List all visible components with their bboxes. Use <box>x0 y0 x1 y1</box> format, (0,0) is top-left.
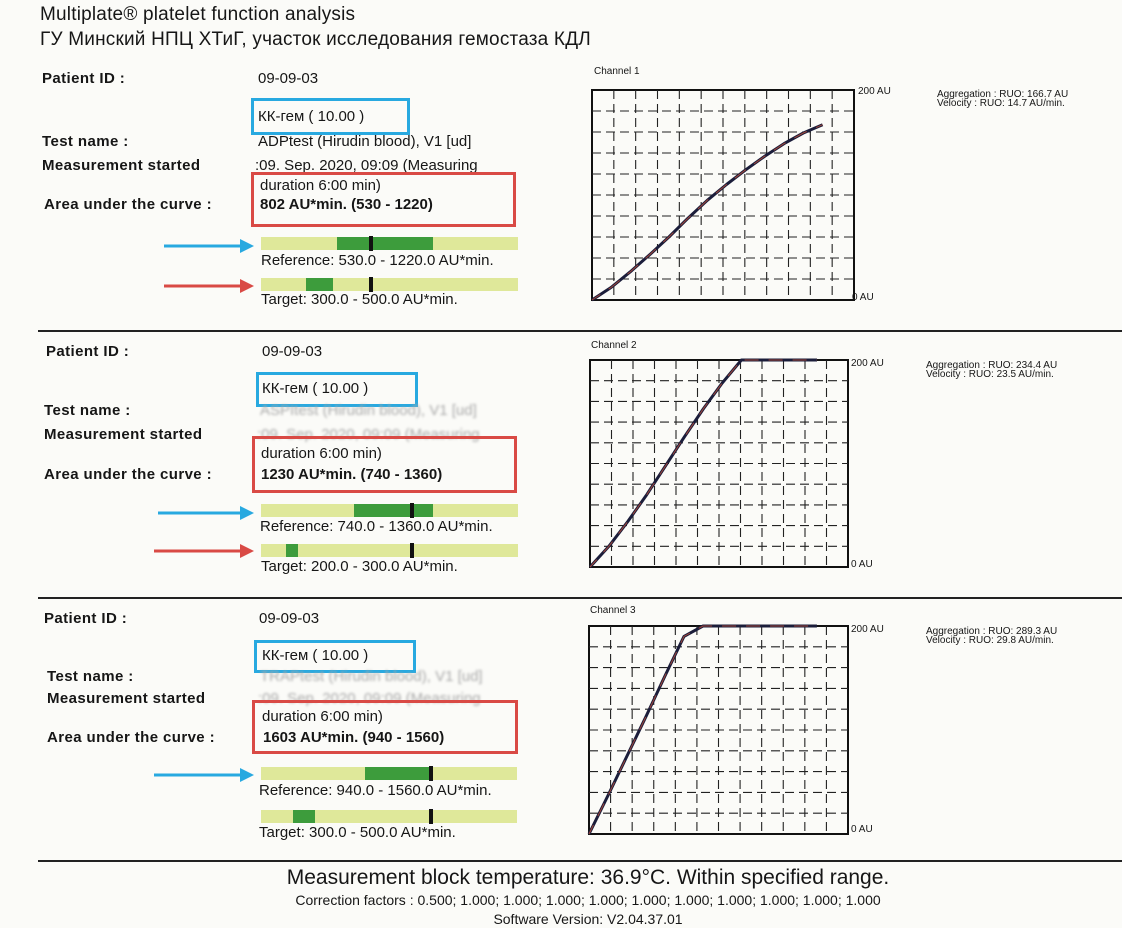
test-name-value: TRAPtest (Hirudin blood), V1 [ud] <box>260 668 483 685</box>
target-text: Target: 200.0 - 300.0 AU*min. <box>261 558 458 575</box>
result-marker <box>429 809 433 824</box>
aggregation-value: Aggregation : RUO: 289.3 AU <box>926 626 1058 637</box>
section-divider <box>38 860 1122 862</box>
software-version: Software Version: V2.04.37.01 <box>493 911 683 927</box>
section-divider <box>38 597 1122 599</box>
result-marker <box>429 766 433 781</box>
velocity-value: Velocity : RUO: 14.7 AU/min. <box>937 98 1065 109</box>
auc-value: 802 AU*min. (530 - 1220) <box>260 196 433 213</box>
measurement-duration: duration 6:00 min) <box>261 445 382 462</box>
blue-arrow-icon <box>164 238 254 254</box>
tick-min-label: 0 AU <box>851 824 873 835</box>
target-text: Target: 300.0 - 500.0 AU*min. <box>261 291 458 308</box>
test-name-label: Test name : <box>44 402 131 419</box>
measurement-started-value: :09. Sep. 2020, 09:09 (Measuring <box>258 690 481 707</box>
blue-arrow-icon <box>154 767 254 783</box>
reference-text: Reference: 740.0 - 1360.0 AU*min. <box>260 518 493 535</box>
section-divider <box>38 330 1122 332</box>
reference-text: Reference: 530.0 - 1220.0 AU*min. <box>261 252 494 269</box>
patient-id-label: Patient ID : <box>44 610 128 627</box>
reference-text: Reference: 940.0 - 1560.0 AU*min. <box>259 782 492 799</box>
sample-name: КК-гем ( 10.00 ) <box>262 380 369 397</box>
target-text: Target: 300.0 - 500.0 AU*min. <box>259 824 456 841</box>
test-name-label: Test name : <box>42 133 129 150</box>
reference-range-fill <box>365 767 431 780</box>
result-marker <box>369 236 373 251</box>
aggregation-value: Aggregation : RUO: 234.4 AU <box>926 360 1058 371</box>
tick-max-label: 200 AU <box>851 624 884 635</box>
test-name-value: ADPtest (Hirudin blood), V1 [ud] <box>258 133 472 150</box>
measurement-duration: duration 6:00 min) <box>262 708 383 725</box>
measurement-started-label: Measurement started <box>47 690 206 707</box>
aggregation-value: Aggregation : RUO: 166.7 AU <box>937 89 1069 100</box>
auc-highlight-box <box>251 172 516 227</box>
channel-title: Channel 2 <box>591 340 637 351</box>
patient-id-label: Patient ID : <box>42 70 126 87</box>
test-name-label: Test name : <box>47 668 134 685</box>
auc-value: 1603 AU*min. (940 - 1560) <box>263 729 445 746</box>
report-title: Multiplate® platelet function analysis <box>40 4 356 25</box>
target-range-fill <box>286 544 298 557</box>
reference-range-bar <box>261 504 518 517</box>
report-subtitle: ГУ Минский НПЦ ХТиГ, участок исследования гемостаза КДЛ <box>40 29 591 50</box>
aggregation-chart <box>590 360 848 567</box>
reference-range-bar <box>261 767 517 780</box>
blue-arrow-icon <box>158 505 254 521</box>
auc-highlight-box <box>252 436 517 493</box>
patient-id-value: 09-09-03 <box>262 343 323 360</box>
auc-value: 1230 AU*min. (740 - 1360) <box>261 466 443 483</box>
measurement-started-label: Measurement started <box>44 426 203 443</box>
result-marker <box>410 503 414 518</box>
sample-name: КК-гем ( 10.00 ) <box>258 108 365 125</box>
tick-max-label: 200 AU <box>858 86 891 97</box>
measurement-started-label: Measurement started <box>42 157 201 174</box>
patient-id-label: Patient ID : <box>46 343 130 360</box>
result-marker <box>369 277 373 292</box>
test-name-value: ASPItest (Hirudin blood), V1 [ud] <box>260 402 477 419</box>
auc-highlight-box <box>252 700 518 754</box>
auc-label: Area under the curve : <box>47 729 216 746</box>
channel-title: Channel 3 <box>590 605 636 616</box>
reference-range-fill <box>337 237 433 250</box>
patient-id-value: 09-09-03 <box>259 610 320 627</box>
channel-title: Channel 1 <box>594 66 640 77</box>
target-range-bar <box>261 278 518 291</box>
sample-name: КК-гем ( 10.00 ) <box>262 647 369 664</box>
target-range-bar <box>261 544 518 557</box>
reference-range-bar <box>261 237 518 250</box>
tick-min-label: 0 AU <box>851 559 873 570</box>
target-range-fill <box>306 278 333 291</box>
auc-label: Area under the curve : <box>44 466 213 483</box>
target-range-bar <box>261 810 517 823</box>
tick-min-label: 0 AU <box>852 292 874 303</box>
measurement-duration: duration 6:00 min) <box>260 177 381 194</box>
temperature-status: Measurement block temperature: 36.9°C. Within specified range. <box>286 866 890 889</box>
measurement-started-value: :09. Sep. 2020, 09:09 (Measuring <box>257 426 480 443</box>
patient-id-value: 09-09-03 <box>258 70 319 87</box>
aggregation-chart <box>592 90 854 300</box>
velocity-value: Velocity : RUO: 29.8 AU/min. <box>926 635 1054 646</box>
aggregation-chart <box>589 626 848 834</box>
correction-factors: Correction factors : 0.500; 1.000; 1.000; 1.000; 1.000; 1.000; 1.000; 1.000; 1.000; 1.000; 1.000 <box>295 892 881 908</box>
target-range-fill <box>293 810 315 823</box>
reference-range-fill <box>354 504 433 517</box>
sample-highlight-box <box>251 98 410 135</box>
tick-max-label: 200 AU <box>851 358 884 369</box>
auc-label: Area under the curve : <box>44 196 213 213</box>
velocity-value: Velocity : RUO: 23.5 AU/min. <box>926 369 1054 380</box>
measurement-started-value: :09. Sep. 2020, 09:09 (Measuring <box>255 157 478 174</box>
red-arrow-icon <box>154 543 254 559</box>
result-marker <box>410 543 414 558</box>
red-arrow-icon <box>164 278 254 294</box>
